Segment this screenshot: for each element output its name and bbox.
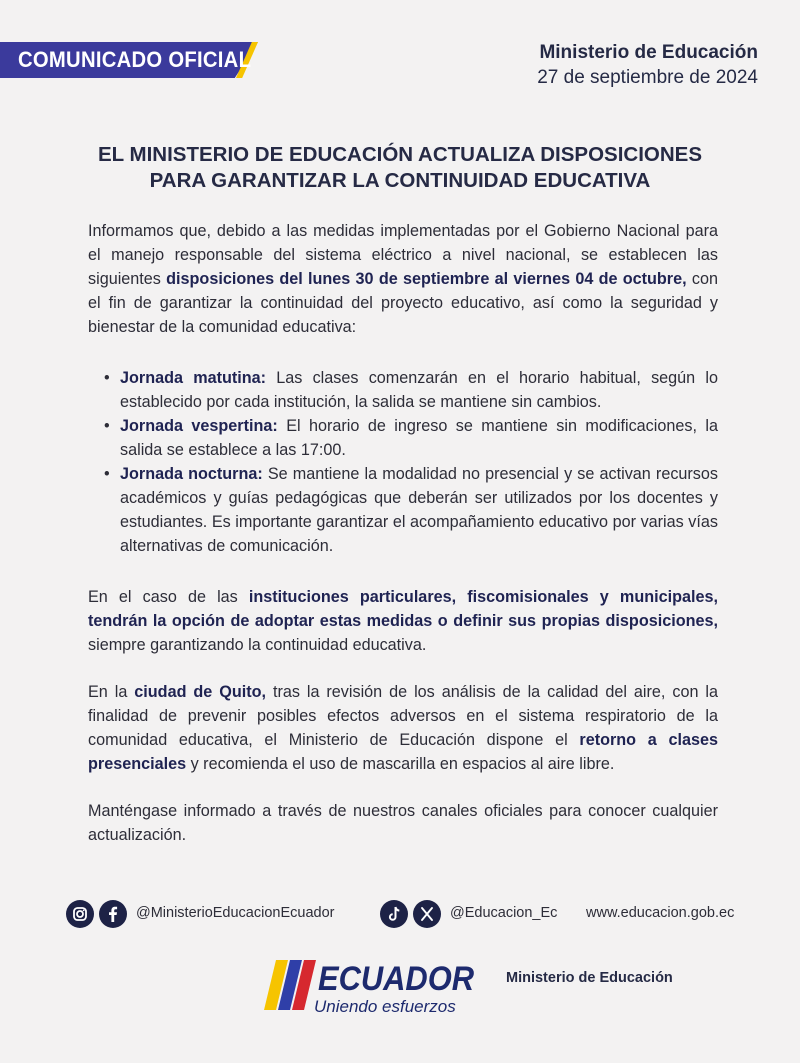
bullet-text: Se mantiene la modalidad no presencial y se activan recursos académicos y guías pedagógicas que deberán ser utilizados por los docentes y estudiantes. Es importante garantizar el acompañamiento educativo por varias vías alternativas de comunicación.: [120, 465, 718, 555]
list-item-vespertina: [88, 414, 718, 462]
intro-paragraph: [88, 219, 718, 339]
title-line-1: EL MINISTERIO DE EDUCACIÓN ACTUALIZA DISPOSICIONES: [97, 143, 703, 166]
document-body: [88, 219, 718, 847]
schedule-list: [88, 366, 718, 558]
intro-text-2: con el fin de garantizar la continuidad del proyecto educativo, así como la seguridad y bienestar de la comunidad educativa:: [88, 270, 718, 336]
para3-text-3: y recomienda el uso de mascarilla en espacios al aire libre.: [186, 755, 615, 773]
bullet-text: El horario de ingreso se mantiene sin modificaciones, la salida se establece a las 17:00.: [120, 417, 718, 459]
intro-text-1: Informamos que, debido a las medidas implementadas por el Gobierno Nacional para el manejo responsable del sistema eléctrico a nivel nacional, se establecen las siguientes: [88, 222, 718, 288]
para2-bold: instituciones particulares, fiscomisionales y municipales, tendrán la opción de adoptar estas medidas o definir sus propias disposiciones,: [88, 588, 718, 630]
para4-text: Manténgase informado a través de nuestros canales oficiales para conocer cualquier actualización.: [88, 802, 718, 844]
quito-paragraph: [88, 680, 718, 776]
logo-wordmark: ECUADOR: [318, 960, 475, 998]
para3-bold-return: retorno a clases presenciales: [88, 731, 718, 773]
facebook-icon[interactable]: [99, 900, 127, 928]
stay-informed-paragraph: [88, 799, 718, 847]
para3-text-2: tras la revisión de los análisis de la calidad del aire, con la finalidad de prevenir posibles efectos adversos en el sistema respiratorio de la comunidad educativa, el Ministerio de Educación dispone el: [88, 683, 718, 749]
ecuador-logo: [258, 948, 488, 1028]
x-icon[interactable]: [413, 900, 441, 928]
meta-handle[interactable]: @MinisterioEducacionEcuador: [136, 905, 335, 921]
badge-label: COMUNICADO OFICIAL: [18, 47, 252, 72]
bullet-text: Las clases comenzarán en el horario habitual, según lo establecido por cada institución, la salida se mantiene sin cambios.: [120, 369, 718, 411]
tiktok-icon[interactable]: [380, 900, 408, 928]
website-link[interactable]: www.educacion.gob.ec: [586, 905, 735, 921]
para2-text-2: siempre garantizando la continuidad educativa.: [88, 636, 427, 654]
para3-bold-city: ciudad de Quito,: [134, 683, 266, 701]
list-item-nocturna: [88, 462, 718, 558]
social-row: [64, 898, 754, 932]
bullet-label: Jornada vespertina:: [120, 417, 278, 435]
bullet-label: Jornada matutina:: [120, 369, 267, 387]
header-ministry: Ministerio de Educación: [539, 42, 758, 63]
instagram-icon[interactable]: [66, 900, 94, 928]
header-date: 27 de septiembre de 2024: [537, 67, 758, 88]
institutions-paragraph: [88, 585, 718, 657]
para3-text-1: En la: [88, 683, 135, 701]
footer-ministry: Ministerio de Educación: [506, 970, 673, 986]
intro-bold-dates: disposiciones del lunes 30 de septiembre al viernes 04 de octubre,: [166, 270, 687, 288]
bullet-label: Jornada nocturna:: [120, 465, 263, 483]
page-title: [60, 142, 740, 194]
x-handle[interactable]: @Educacion_Ec: [450, 905, 558, 921]
header-meta: [537, 40, 758, 90]
title-line-2: PARA GARANTIZAR LA CONTINUIDAD EDUCATIVA: [149, 169, 651, 192]
para2-text-1: En el caso de las: [88, 588, 249, 606]
list-item-matutina: [88, 366, 718, 414]
logo-tagline: Uniendo esfuerzos: [314, 997, 456, 1016]
